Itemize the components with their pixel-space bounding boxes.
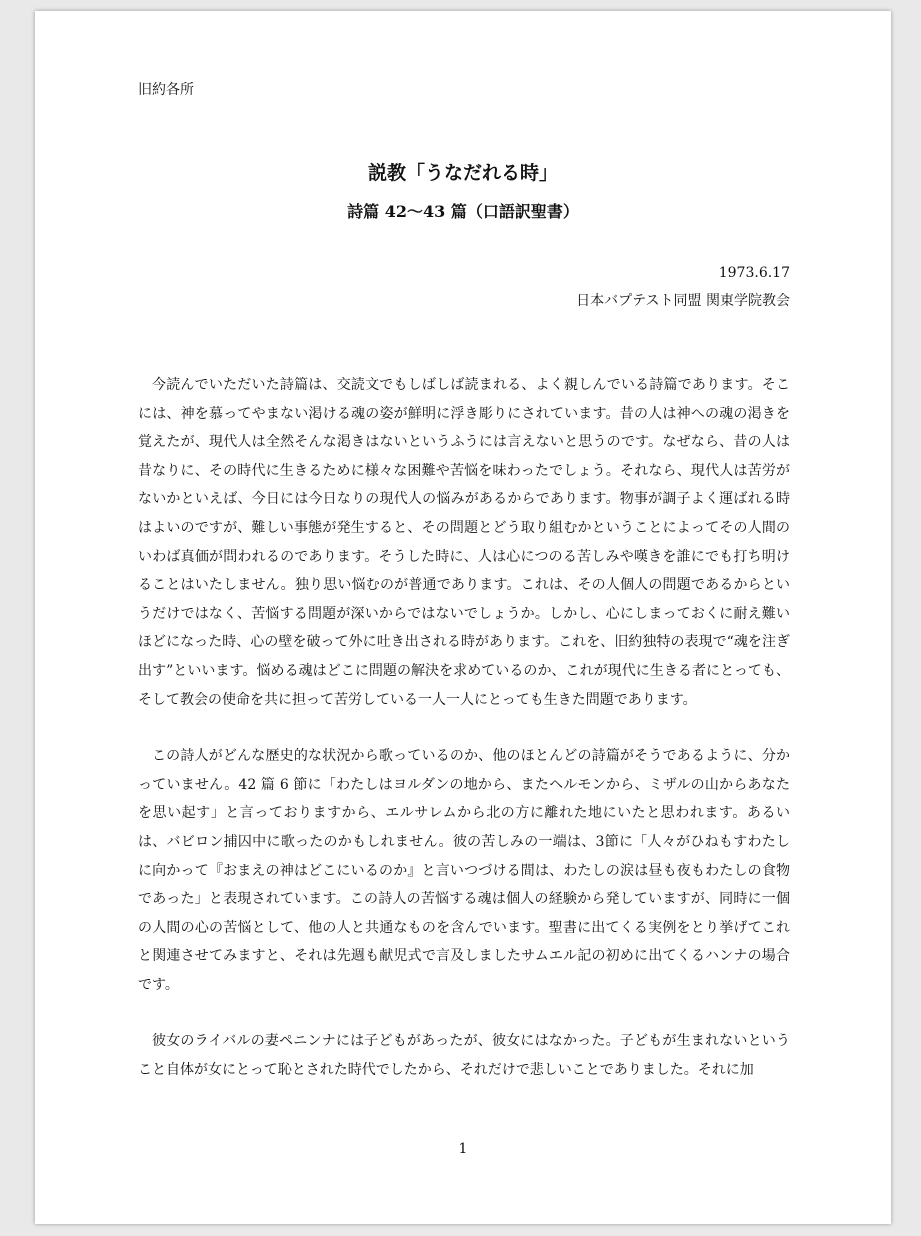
paragraph: 今読んでいただいた詩篇は、交読文でもしばしば読まれる、よく親しんでいる詩篇であります。そこには、神を慕ってやまない渇ける魂の姿が鮮明に浮き彫りにされています。昔の人は神への魂の渇きを覚えたが、現代人は全然そんな渇きはないというふうには言えないと思うのです。なぜなら、昔の人は昔なりに、その時代に生きるために様々な困難や苦悩を味わったでしょう。それなら、現代人は苦労がないかといえば、今日には今日なりの現代人の悩みがあるからであります。物事が調子よく運ばれる時はよいのですが、難しい事態が発生すると、その問題とどう取り組むかということによってその人間のいわば真価が問われるのであります。そうした時に、人は心につのる苦しみや嘆きを誰にでも打ち明けることはいたしません。独り思い悩むのが普通であります。これは、その人個人の問題であるからというだけではなく、苦悩する問題が深いからではないでしょうか。しかし、心にしまっておくに耐え難いほどになった時、心の壁を破って外に吐き出される時があります。これを、旧約独特の表現で“魂を注ぎ出す”といいます。悩める魂はどこに問題の解決を求めているのか、これが現代に生きる者にとっても、そして教会の使命を共に担って苦労している一人一人にとっても生きた問題であります。 [138,377,790,708]
sermon-meta [576,259,790,315]
sermon-date: 1973.6.17 [718,265,790,281]
scripture-reference: 詩篇 42〜43 篇（口語訳聖書） [347,202,579,221]
paragraph: 彼女のライバルの妻ペニンナには子どもがあったが、彼女にはなかった。子どもが生まれないということ自体が女にとって恥とされた時代でしたから、それだけで悲しいことでありました。それに加 [138,1033,790,1079]
section-label: 旧約各所 [138,82,194,98]
church-name: 日本バプテスト同盟 関東学院教会 [576,293,790,309]
document-page [35,11,891,1224]
paragraph: この詩人がどんな歴史的な状況から歌っているのか、他のほとんどの詩篇がそうであるように、分かっていません。42 篇 6 節に「わたしはヨルダンの地から、またヘルモンから、ミザルの山からあなたを思い起す」と言っておりますから、エルサレムから北の方に離れた地にいたと思われます。あるいは、バビロン捕囚中に歌ったのかもしれません。彼の苦しみの一端は、3節に「人々がひねもすわたしに向かって『おまえの神はどこにいるのか』と言いつづける間は、わたしの涙は昼も夜もわたしの食物であった」と表現されています。この詩人の苦悩する魂は個人の経験から発していますが、同時に一個の人間の心の苦悩として、他の人と共通なものを含んでいます。聖書に出てくる実例をとり挙げてこれと関連させてみますと、それは先週も献児式で言及しましたサムエル記の初めに出てくるハンナの場合です。 [138,748,790,993]
sermon-body [138,371,790,1113]
page-number: 1 [458,1141,468,1157]
sermon-title: 説教「うなだれる時」 [367,162,558,184]
